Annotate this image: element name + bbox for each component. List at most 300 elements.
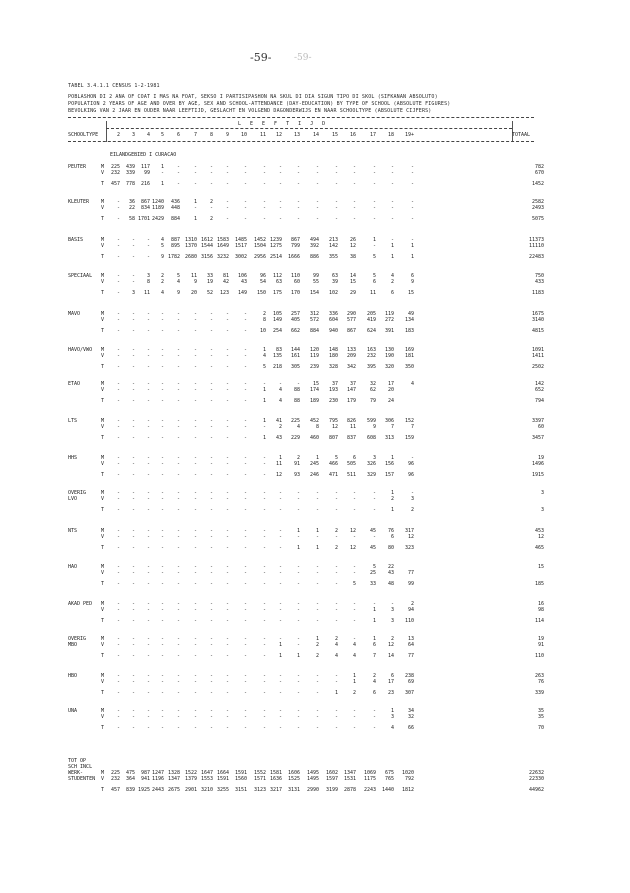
cell: 1 [262,418,266,424]
cell: 305 [290,364,300,370]
cell: 405 [290,317,300,323]
cell: - [176,424,180,430]
cell: - [193,725,197,731]
cell: - [209,528,213,534]
cell: - [146,347,150,353]
cell: - [225,317,229,323]
cell: - [160,618,164,624]
cell: 4 [390,273,394,279]
cell: - [262,690,266,696]
cell: 157 [384,472,394,478]
cell: 225 [290,418,300,424]
cell: - [193,636,197,642]
cell: 1812 [401,787,414,793]
cell: 52 [206,290,213,296]
cell: - [262,618,266,624]
cell: 1 [278,653,282,659]
cell: 77 [407,653,414,659]
cell: 572 [309,317,319,323]
cell: - [278,545,282,551]
cell: 339 [125,170,135,176]
cell: - [262,170,266,176]
cell: 4 [278,387,282,393]
cell: 987 [140,770,150,776]
cell: - [225,205,229,211]
cell: - [315,490,319,496]
cell: 2 [209,199,213,205]
row-total: 782 [534,164,544,170]
cell: 3199 [325,787,338,793]
cell: 49 [407,311,414,317]
cell: - [209,317,213,323]
cell: 494 [309,237,319,243]
column-header-age-19plus: 19+ [404,132,414,138]
cell: 1647 [200,770,213,776]
cell: - [296,181,300,187]
cell: - [209,714,213,720]
cell: - [116,381,120,387]
cell: - [334,607,338,613]
cell: - [410,216,414,222]
row-total: 652 [534,387,544,393]
sex-code-M: M [101,528,105,534]
cell: - [209,496,213,502]
cell: - [131,398,135,404]
cell: - [160,353,164,359]
cell: 225 [110,164,120,170]
cell: - [315,601,319,607]
cell: - [315,581,319,587]
cell: 1701 [137,216,150,222]
cell: 232 [366,353,376,359]
cell: - [334,725,338,731]
cell: - [146,472,150,478]
cell: - [176,311,180,317]
cell: 17 [387,679,394,685]
cell: - [193,205,197,211]
sex-code-M: M [101,564,105,570]
cell: - [352,618,356,624]
cell: 342 [346,364,356,370]
cell: 96 [259,273,266,279]
cell: - [225,642,229,648]
cell: - [193,690,197,696]
cell: 320 [384,364,394,370]
cell: - [390,170,394,176]
cell: 941 [140,776,150,782]
cell: 1 [315,545,319,551]
cell: - [243,164,247,170]
cell: - [225,328,229,334]
cell: 2 [278,424,282,430]
cell: - [193,311,197,317]
cell: 1 [262,435,266,441]
cell: 1495 [306,776,319,782]
cell: 6 [372,642,376,648]
header-bottom-rule [68,141,534,142]
sex-code-T: T [101,181,105,187]
sex-code-M: M [101,601,105,607]
cell: 170 [290,290,300,296]
cell: 307 [404,690,414,696]
cell: - [278,181,282,187]
cell: 3 [390,714,394,720]
cell: - [193,507,197,513]
cell: - [334,679,338,685]
cell: 213 [328,237,338,243]
row-total: 750 [534,273,544,279]
cell: 239 [309,364,319,370]
cell: 336 [328,311,338,317]
cell: - [146,435,150,441]
cell: 9 [193,279,197,285]
cell: 1495 [306,770,319,776]
cell: 4 [160,237,164,243]
cell: - [193,164,197,170]
cell: - [193,673,197,679]
cell: - [193,607,197,613]
cell: - [131,435,135,441]
cell: - [296,205,300,211]
column-header-age-16: 16 [349,132,356,138]
cell: 1612 [200,237,213,243]
cell: - [131,243,135,249]
row-label: BASIS [68,237,84,243]
cell: - [209,328,213,334]
cell: - [209,618,213,624]
cell: - [243,618,247,624]
cell: - [262,714,266,720]
cell: - [131,353,135,359]
cell: 326 [366,461,376,467]
cell: 11 [143,290,150,296]
cell: 135 [272,353,282,359]
cell: - [334,205,338,211]
cell: - [160,328,164,334]
column-header-age-10: 10 [240,132,247,138]
cell: - [225,387,229,393]
cell: 91 [293,461,300,467]
cell: - [131,237,135,243]
row-label: AKAD PED [68,601,93,607]
cell: 183 [404,328,414,334]
cell: 119 [309,353,319,359]
cell: - [160,490,164,496]
cell: - [176,679,180,685]
cell: 1485 [234,237,247,243]
cell: 189 [309,398,319,404]
cell: 216 [140,181,150,187]
cell: 2901 [184,787,197,793]
cell: - [209,679,213,685]
cell: 142 [328,243,338,249]
cell: - [160,170,164,176]
column-header-age-8: 8 [209,132,213,138]
cell: - [296,216,300,222]
cell: - [225,461,229,467]
row-label: ETAO [68,381,81,387]
cell: - [352,534,356,540]
cell: - [160,381,164,387]
cell: 7 [390,424,394,430]
cell: 391 [384,328,394,334]
cell: 826 [346,418,356,424]
cell: - [225,216,229,222]
cell: 1649 [216,243,229,249]
cell: 4 [390,725,394,731]
cell: - [262,205,266,211]
cell: 350 [404,364,414,370]
cell: 2 [372,673,376,679]
cell: 6 [390,534,394,540]
cell: - [176,328,180,334]
cell: - [176,472,180,478]
cell: 662 [290,328,300,334]
cell: - [116,653,120,659]
cell: 1517 [234,243,247,249]
cell: - [334,181,338,187]
cell: 1 [372,618,376,624]
cell: 181 [404,353,414,359]
cell: - [193,496,197,502]
cell: - [146,317,150,323]
cell: 2 [262,311,266,317]
sex-code-V: V [101,714,105,720]
cell: - [315,199,319,205]
cell: 355 [328,254,338,260]
cell: 1925 [137,787,150,793]
cell: 45 [369,528,376,534]
cell: - [209,490,213,496]
cell: 867 [290,237,300,243]
sex-code-V: V [101,170,105,176]
cell: - [209,642,213,648]
cell: - [334,164,338,170]
cell: - [116,490,120,496]
cell: - [116,581,120,587]
sex-code-M: M [101,636,105,642]
cell: - [146,254,150,260]
cell: 675 [384,770,394,776]
sex-code-T: T [101,545,105,551]
cell: 5 [176,273,180,279]
sex-code-V: V [101,424,105,430]
cell: - [193,528,197,534]
cell: - [131,328,135,334]
cell: - [296,673,300,679]
cell: 58 [128,216,135,222]
cell: - [334,564,338,570]
total-label: TOTAAL [512,132,531,138]
column-header-age-5: 5 [160,132,164,138]
cell: 34 [407,708,414,714]
cell: - [352,708,356,714]
cell: 1175 [363,776,376,782]
cell: 1597 [325,776,338,782]
cell: - [116,353,120,359]
cell: - [262,507,266,513]
cell: - [131,528,135,534]
cell: - [116,424,120,430]
cell: 1 [372,237,376,243]
cell: - [116,328,120,334]
cell: 2 [160,273,164,279]
cell: 1 [296,545,300,551]
cell: - [131,496,135,502]
column-header-age-14: 14 [312,132,319,138]
row-label: NTS [68,528,78,534]
cell: 2 [334,636,338,642]
cell: - [176,461,180,467]
cell: - [296,164,300,170]
cell: - [410,455,414,461]
cell: 1440 [381,787,394,793]
cell: - [131,607,135,613]
cell: - [262,601,266,607]
cell: - [176,353,180,359]
cell: - [296,642,300,648]
cell: - [160,507,164,513]
cell: - [193,353,197,359]
row-total: 3457 [531,435,544,441]
cell: 105 [272,311,282,317]
cell: - [334,170,338,176]
cell: - [262,581,266,587]
cell: - [209,636,213,642]
cell: - [372,725,376,731]
cell: - [262,679,266,685]
cell: - [315,570,319,576]
cell: - [116,243,120,249]
sex-code-T: T [101,472,105,478]
cell: 246 [309,472,319,478]
row-total: 3 [540,507,544,513]
cell: - [116,398,120,404]
cell: - [116,290,120,296]
cell: - [296,381,300,387]
cell: - [146,496,150,502]
cell: - [209,424,213,430]
cell: - [278,164,282,170]
subtitle-region: EILANDGEBIED I CURACAO [110,152,177,158]
cell: - [315,690,319,696]
cell: 795 [328,418,338,424]
cell: - [352,199,356,205]
cell: - [225,653,229,659]
row-total: 76 [537,679,544,685]
cell: - [116,496,120,502]
column-header-age-9: 9 [225,132,229,138]
cell: - [146,418,150,424]
cell: 1544 [200,243,213,249]
cell: 1553 [200,776,213,782]
cell: - [193,381,197,387]
cell: 3 [146,273,150,279]
sex-code-V: V [101,679,105,685]
cell: - [176,490,180,496]
cell: 1347 [167,776,180,782]
cell: 5 [262,364,266,370]
cell: - [193,570,197,576]
cell: - [243,199,247,205]
cell: 4 [296,424,300,430]
cell: 55 [312,279,319,285]
cell: - [372,708,376,714]
cell: 24 [387,398,394,404]
cell: - [262,496,266,502]
cell: 1 [160,181,164,187]
cell: - [243,545,247,551]
cell: - [352,496,356,502]
cell: 1189 [151,205,164,211]
cell: 156 [384,461,394,467]
cell: - [243,708,247,714]
cell: - [225,570,229,576]
cell: 2 [315,653,319,659]
cell: - [372,714,376,720]
cell: 123 [219,290,229,296]
cell: - [262,564,266,570]
cell: - [243,381,247,387]
cell: - [176,381,180,387]
sex-code-V: V [101,534,105,540]
cell: 205 [366,311,376,317]
cell: 22 [387,564,394,570]
cell: - [116,435,120,441]
cell: 62 [369,387,376,393]
sex-code-V: V [101,642,105,648]
cell: - [262,570,266,576]
cell: 232 [110,170,120,176]
cell: - [116,472,120,478]
cell: - [372,490,376,496]
cell: 2 [334,545,338,551]
cell: - [160,545,164,551]
cell: 2878 [343,787,356,793]
cell: - [225,708,229,714]
cell: - [160,311,164,317]
cell: 4 [352,642,356,648]
cell: - [225,199,229,205]
cell: - [390,199,394,205]
cell: - [225,545,229,551]
cell: - [160,601,164,607]
cell: - [160,636,164,642]
row-total: 22330 [528,776,544,782]
cell: 1247 [151,770,164,776]
cell: 5 [160,243,164,249]
cell: - [352,181,356,187]
cell: - [225,353,229,359]
cell: - [352,507,356,513]
cell: - [193,364,197,370]
cell: 147 [346,387,356,393]
cell: 4 [410,381,414,387]
cell: - [176,496,180,502]
sex-code-T: T [101,725,105,731]
cell: - [372,601,376,607]
cell: - [315,164,319,170]
row-label: KLEUTER [68,199,90,205]
cell: 20 [190,290,197,296]
cell: 180 [328,353,338,359]
cell: - [131,581,135,587]
column-header-age-12: 12 [275,132,282,138]
cell: - [315,205,319,211]
cell: - [193,170,197,176]
title-dutch: BEVOLKING VAN 2 JAAR EN OUDER NAAR LEEFTIJD, GESLACHT EN VOLGEND DAGONDERWIJS EN NAAR SCHOOLTYPE (ABSOLUTE CIJFERS) [68,108,432,114]
row-total: 15 [537,564,544,570]
